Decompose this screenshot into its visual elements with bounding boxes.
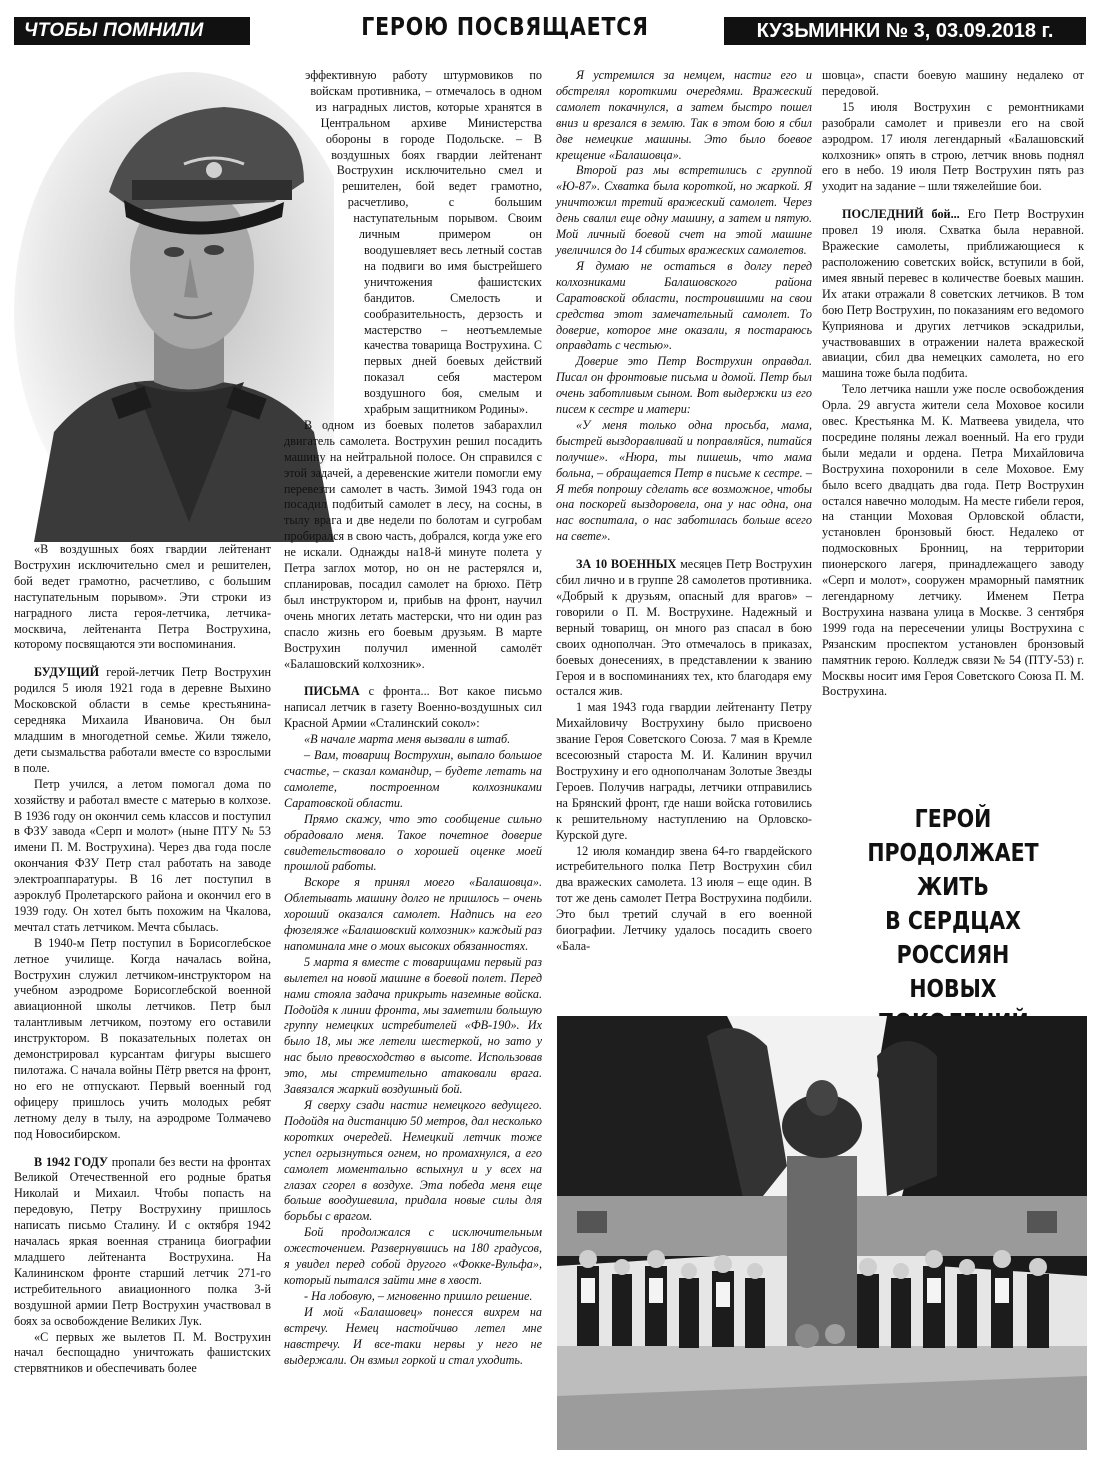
letter-quote: Я сверху сзади настиг немецкого ведущего. Подойдя на дистанцию 50 метров, дал несколько коротких очередей. Немецкий летчик тоже успел огрызнуться огнем, но промахнулся, а его самолет моментально вспыхнул и у всех на глазах сгорел в воздухе. Эта победа меня еще больше воодушевила, придала новые силы для борьбы с врагом. xyxy=(284,1098,542,1224)
column-3 xyxy=(556,68,812,955)
paragraph: Доверие это Петр Вострухин оправдал. Писал он фронтовые письма и домой. Петр был очень заботливым сыном. Вот выдержки из его писем к сестре и матери: xyxy=(556,354,812,417)
lead-in: ПОСЛЕДНИЙ бой... xyxy=(842,207,960,222)
letter-quote: – Вам, товарищ Вострухин, выпало большое счастье, – сказал командир, – будете летать на самолете, построенном колхозниками Саратовской области. xyxy=(284,748,542,810)
paragraph: «С первых же вылетов П. М. Вострухин начал беспощадно уничтожать фашистских стервятников и обеспечивать более xyxy=(14,1329,271,1376)
column-2 xyxy=(284,68,542,1368)
letter-quote: Я думаю не остаться в долгу перед колхозниками Балашовского района Саратовской области, построившими на свои средства этот замечательный самолет. То доверие, которое мне оказали, я постараюсь оправдать с честью». xyxy=(556,258,812,353)
page-header xyxy=(0,0,1096,50)
letter-quote: «В начале марта меня вызвали в штаб. xyxy=(304,732,511,747)
paragraph: шовца», спасти боевую машину недалеко от передовой. xyxy=(822,68,1084,98)
lead-in: ПИСЬМА xyxy=(304,684,360,699)
issue-masthead: КУЗЬМИНКИ № 3, 03.09.2018 г. xyxy=(724,17,1086,45)
paragraph: ПИСЬМА с фронта... Вот какое письмо написал летчик в газету Военно-воздушных сил Красной Армии «Сталинский сокол»: xyxy=(284,684,542,731)
paragraph: ЗА 10 ВОЕННЫХ месяцев Петр Вострухин сбил лично и в группе 28 самолетов противника. «Добрый к друзьям, опасный для врагов» – говорили о П. М. Вострухине. Надежный и верный товарищ, он много раз спасал в бою своих однополчан. Это отмечалось в приказах, боевых донесениях, в представлении к званию Героя и в воспоминаниях тех, кто благодаря ему остался жив. xyxy=(556,557,813,699)
paragraph: В одном из боевых полетов забарахлил двигатель самолета. Вострухин решил посадить машину на нейтральной полосе. Он справился с этой задачей, а деревенские жители помогли ему перевезти самолет в часть. Зимой 1943 года он посадил подбитый самолет в лесу, на сосны, в тылу врага и две недели по болотам и сугробам пробирался в свою часть, добрался, когда уже его не искали. Однажды на18-й минуте полета у Петра заглох мотор, но он не растерялся и, спланировав, посадил самолет на брюхо. Пётр был инструктором и, прибыв на фронт, научил очень многих летать мастерски, что ни один раз спасло жизнь его боевым друзьям. В марте Вострухин получил именной самолёт «Балашовский колхозник». xyxy=(284,417,542,671)
column-4 xyxy=(822,68,1084,700)
paragraph: В 1942 ГОДУ пропали без вести на фронтах Великой Отечественной его родные братья Николай и Михаил. Чтобы попасть на передовую, Петру Вострухину пришлось написать письмо Сталину. И с октября 1942 началась яркая военная страница биографии младшего лейтенанта Вострухина. На Калининском фронте старший летчик 271-го истребительного авиационного полка 3-й воздушной армии Петр Вострухин участвовал в боях за освобождение Великих Лук. xyxy=(14,1154,271,1328)
letter-quote: Бой продолжался с исключительным ожесточением. Развернувшись на 180 градусов, я увидел перед собой другого «Фокке-Вульфа», который пытался зайти мне в хвост. xyxy=(284,1225,542,1287)
page-headline: ГЕРОЮ ПОСВЯЩАЕТСЯ xyxy=(361,12,649,41)
lead-in: В 1942 ГОДУ xyxy=(34,1154,108,1169)
letter-quote: Второй раз мы встретились с группой «Ю-87». Схватка была короткой, но жаркой. Я уничтожил третий вражеский самолет. Через день свалил еще одну машину, а затем и пятую. Мой личный боевой счет на этой машине увеличился до 14 сбитых вражеских самолетов. xyxy=(556,163,812,257)
slogan-line: РОССИЯН xyxy=(896,940,1010,969)
lead-in: ЗА 10 ВОЕННЫХ xyxy=(576,557,677,572)
paragraph: ПОСЛЕДНИЙ бой... Его Петр Вострухин провел 19 июля. Схватка была неравной. Вражеские самолеты, приближающиеся к расположению советских войск, вступили в бой, имея явный перевес в количестве боевых машин. Их атаки отражали 8 советских летчиков. В том бою Петр Вострухин, по показаниям его ведомого Куприянова и других летчиков эскадрильи, участвовавших в отражении налета вражеской авиации, сбил два немецких самолета, но его машина тоже была подбита. xyxy=(822,207,1084,381)
paragraph: БУДУЩИЙ герой-летчик Петр Вострухин родился 5 июля 1921 года в деревне Выхино Московской области в семье крестьянина-середняка Михаила Ивановича. Он был младшим в многодетной семье. Жили тяжело, дети сызмальства работали вместе со взрослыми в поле. xyxy=(14,665,271,775)
hero-slogan xyxy=(846,802,1061,1040)
letter-quote: И мой «Балашовец» понесся вихрем на встречу. Немец настойчиво летел мне навстречу. И все-таки нервы у него не выдержали. Он взмыл горкой и стал уходить. xyxy=(284,1304,542,1367)
monument-photo xyxy=(557,1016,1087,1450)
lead-in: БУДУЩИЙ xyxy=(34,665,100,680)
letter-quote: Вскоре я принял моего «Балашовца». Облетывать машину долго не пришлось – очень хороший оказался самолет. Надпись на его фюзеляже «Балашовский колхозник» каждый раз напоминала мне о моих высоких обязанностях. xyxy=(284,875,542,953)
letter-quote: - На лобовую, – мгновенно пришло решение. xyxy=(304,1288,533,1303)
paragraph: Тело летчика нашли уже после освобождения Орла. 29 августа жители села Моховое косили овес. Крестьянка М. К. Матвеева увидела, что посредине поляны лежал военный. На его груди были медали и ордена. Петра Михайловича Вострухина похоронили в селе Моховое. Ему было всего двадцать два года. Петр Вострухин остался навечно молодым. На месте гибели героя, на станции Моховая Орловской области, установлен бронзовый бюст. Недалеко от подмосковных Бронниц, на территории пионерского лагеря, принадлежащего заводу «Серп и молот», сооружен мраморный памятник легендарному летчику. Именем Петра Вострухина названа улица в Москве. 3 сентября 1999 года на пересечении улицы Вострухина с Рязанским проспектом установлен бронзовый памятник герою. Колледж связи № 54 (ПТУ-53) г. Москвы носит имя Героя Советского Союза П. М. Вострухина. xyxy=(822,382,1084,699)
rubric-label: ЧТОБЫ ПОМНИЛИ xyxy=(14,17,250,45)
slogan-line: В СЕРДЦАХ xyxy=(885,906,1021,935)
slogan-line: ЖИТЬ xyxy=(917,872,989,901)
paragraph: В 1940-м Петр поступил в Борисоглебское летное училище. Когда началась война, Вострухин служил летчиком-инструктором на учебном аэродроме Борисоглебской военной авиационной школы летчиков. Петр был талантливым летчиком, поэтому его оставили инструктором. В показательных полетах он демонстрировал курсантам фигуры высшего пилотажа. С начала войны Пётр рвется на фронт, но его не отпускают. Первый военный год офицеру пришлось учить молодых ребят летному делу в тылу, на аэродроме Толмачево под Новосибирском. xyxy=(14,935,271,1141)
paragraph: 1 мая 1943 года гвардии лейтенанту Петру Михайловичу Вострухину было присвоено звание Героя Советского Союза. 7 мая в Кремле всесоюзный староста М. И. Калинин вручил Вострухину и его однополчанам Золотые Звезды Героев. Получив награды, летчики отправились на Брянский фронт, где наши войска готовились к решительному наступлению на Орловско-Курской дуге. xyxy=(556,700,812,842)
paragraph: Петр учился, а летом помогал дома по хозяйству и работал вместе с матерью в колхозе. В 1936 году он окончил семь классов и поступил в ФЗУ завода «Серп и молот» (ныне ПТУ № 53 имени П. М. Вострухина). Через два года после окончания ФЗУ Петр стал работать на заводе электроаппаратуры. В 16 лет поступил в аэроклуб Пролетарского района и окончил его в 1939 году. Он хотел быть похожим на Чкалова, мечтал стать летчиком. Мечта сбылась. xyxy=(14,776,271,934)
paragraph: 15 июля Вострухин с ремонтниками разобрали самолет и привезли его на свой аэродром. 17 июля легендарный «Балашовский колхозник» опять в строю, летчик вновь поднял его в небо. 19 июля Петр Вострухин пять раз уходит на задание – шли тяжелейшие бои. xyxy=(822,99,1084,194)
slogan-line: ПРОДОЛЖАЕТ xyxy=(867,838,1039,867)
intro-quote: «В воздушных боях гвардии лейтенант Вострухин исключительно смел и решителен, бой ведет грамотно, расчетливо, с большим наступательным порывом». Эти строки из наградного листа героя-летчика, летчика-москвича, лейтенанта Петра Вострухина, которому посвящаются эти воспоминания. xyxy=(14,542,271,652)
paragraph: 12 июля командир звена 64-го гвардейского истребительного полка Петр Вострухин сбил два вражеских самолета. 13 июля – еще один. В тот же день самолет Петра Вострухина подбили. Это был третий случай в его военной биографии. Летчику удалось посадить своего «Бала- xyxy=(556,843,812,953)
letter-quote: Прямо скажу, что это сообщение сильно обрадовало меня. Такое почетное доверие свидетельствовало о хорошей оценке моей прошлой работы. xyxy=(284,811,542,874)
letter-quote: Я устремился за немцем, настиг его и обстрелял короткими очередями. Вражеский самолет покачнулся, а затем быстро пошел вниз и врезался в землю. Так в этом бою я сбил две немецкие машины. Это было боевое крещение «Балашовца». xyxy=(556,68,812,162)
column-1 xyxy=(14,542,271,1377)
paragraph: эффективную работу штурмовиков по войскам противника, – отмечалось в одном из наградных листов, которые хранятся в Центральном архиве Министерства обороны в городе Подольске. – В воздушных боях гвардии лейтенант Вострухин исключительно смел и решителен, бой ведет грамотно, расчетливо, с большим наступательным порывом. Своим личным примером он воодушевляет весь летный состав на подвиги во имя быстрейшего уничтожения фашистских бандитов. Смелость и сообразительность, дерзость и мастерство – неотъемлемые качества товарища Вострухина. С первых дней боевых действий показал себя мастером воздушного боя, смелым и храбрым защитником Родины». xyxy=(305,68,542,417)
slogan-line: ГЕРОЙ xyxy=(914,804,992,833)
letter-quote: 5 марта я вместе с товарищами первый раз вылетел на новой машине в боевой полет. Перед нами стояла задача прикрыть наземные войска. Подойдя к линии фронта, мы заметили большую группу немецких истребителей «ФВ-190». Их было 18, мы же летели шестеркой, но зато у нас было превосходство в высоте. Использовав это, мы стремительно атаковали врага. Завязался жаркий воздушный бой. xyxy=(284,954,542,1097)
letter-quote: «У меня только одна просьба, мама, быстрей выздоравливай и поправляйся, питайся получше». «Нюра, ты пишешь, что мама больна, – обращается Петр в письме к сестре. – Я тебя попрошу сделать все возможное, чтобы она поскорей выздоровела, она у нас одна, она нас воспитала, о нас заботилась больше всего на свете». xyxy=(556,417,812,544)
slogan-line: НОВЫХ xyxy=(909,974,997,1003)
